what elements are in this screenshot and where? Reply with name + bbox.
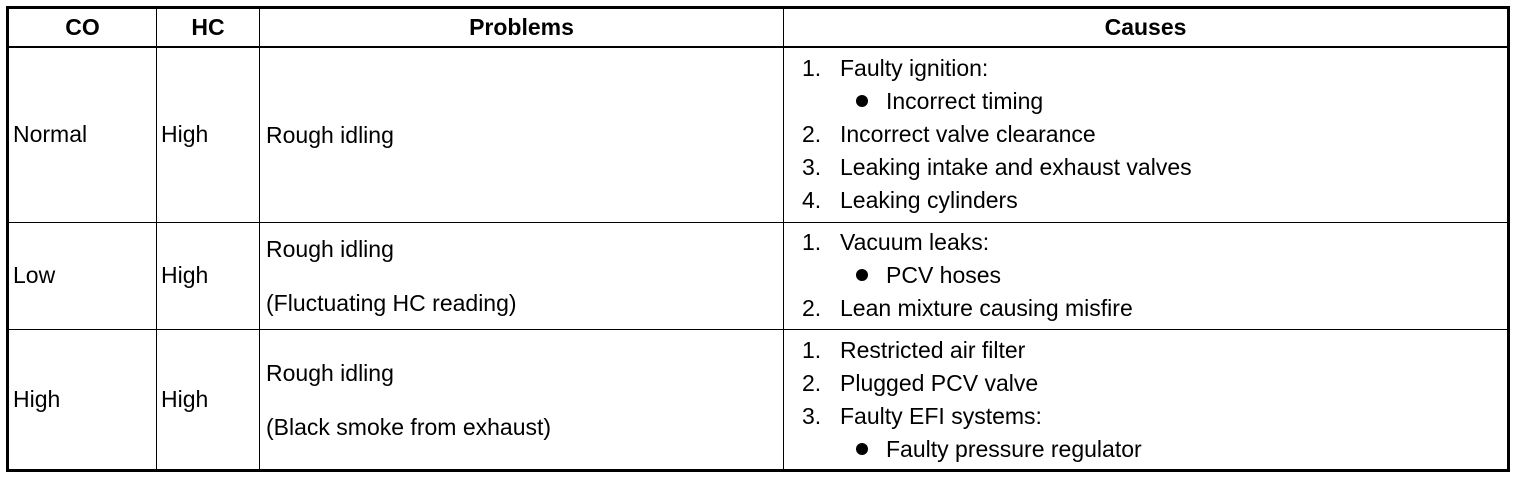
co-cell: Normal <box>8 47 157 222</box>
header-problems: Problems <box>260 8 784 48</box>
cause-number: 2. <box>802 121 822 148</box>
cause-item <box>802 226 1507 292</box>
problems-cell <box>260 222 784 330</box>
sub-cause-item <box>856 85 1507 118</box>
problems-cell <box>260 330 784 471</box>
cause-item <box>802 334 1507 367</box>
cause-list <box>802 226 1507 325</box>
cause-text: Faulty EFI systems: <box>840 402 1042 429</box>
cause-number: 3. <box>802 402 822 429</box>
hc-cell: High <box>157 222 260 330</box>
sub-cause-item <box>856 433 1507 466</box>
bullet-icon <box>856 269 868 281</box>
cause-text: Incorrect valve clearance <box>840 121 1096 148</box>
causes-cell <box>784 330 1509 471</box>
cause-item <box>802 184 1507 217</box>
hc-cell: High <box>157 330 260 471</box>
cause-item <box>802 292 1507 325</box>
bullet-icon <box>856 95 868 107</box>
cause-text: Faulty ignition: <box>840 55 989 82</box>
cause-number: 1. <box>802 55 822 82</box>
header-row <box>8 8 1509 48</box>
problem-text: Rough idling <box>266 235 394 262</box>
problem-text: Rough idling <box>266 121 394 148</box>
cause-item <box>802 400 1507 466</box>
sub-cause-list <box>802 433 1507 466</box>
table-row <box>8 47 1509 222</box>
cause-number: 4. <box>802 187 822 214</box>
cause-number: 2. <box>802 369 822 396</box>
co-cell: High <box>8 330 157 471</box>
table-row <box>8 330 1509 471</box>
cause-number: 2. <box>802 295 822 322</box>
cause-item <box>802 52 1507 118</box>
header-hc: HC <box>157 8 260 48</box>
sub-cause-text: PCV hoses <box>886 262 1002 289</box>
cause-text: Restricted air filter <box>840 336 1026 363</box>
problem-text: Rough idling <box>266 359 394 386</box>
problem-note: (Black smoke from exhaust) <box>266 413 552 440</box>
cause-number: 3. <box>802 154 822 181</box>
cause-list <box>802 52 1507 217</box>
cause-text: Vacuum leaks: <box>840 229 990 256</box>
co-cell: Low <box>8 222 157 330</box>
causes-cell <box>784 222 1509 330</box>
cause-item <box>802 118 1507 151</box>
cause-number: 1. <box>802 229 822 256</box>
sub-cause-text: Faulty pressure regulator <box>886 435 1142 462</box>
cause-number: 1. <box>802 336 822 363</box>
sub-cause-text: Incorrect timing <box>886 88 1044 115</box>
cause-list <box>802 334 1507 466</box>
hc-cell: High <box>157 47 260 222</box>
header-causes: Causes <box>784 8 1509 48</box>
diagnosis-table <box>6 6 1510 472</box>
header-co: CO <box>8 8 157 48</box>
table-row <box>8 222 1509 330</box>
problem-note: (Fluctuating HC reading) <box>266 289 517 316</box>
cause-text: Leaking intake and exhaust valves <box>840 154 1192 181</box>
sub-cause-list <box>802 259 1507 292</box>
cause-text: Leaking cylinders <box>840 187 1018 214</box>
cause-text: Plugged PCV valve <box>840 369 1039 396</box>
sub-cause-list <box>802 85 1507 118</box>
cause-item <box>802 151 1507 184</box>
bullet-icon <box>856 443 868 455</box>
problems-cell <box>260 47 784 222</box>
causes-cell <box>784 47 1509 222</box>
cause-text: Lean mixture causing misfire <box>840 295 1133 322</box>
cause-item <box>802 367 1507 400</box>
sub-cause-item <box>856 259 1507 292</box>
